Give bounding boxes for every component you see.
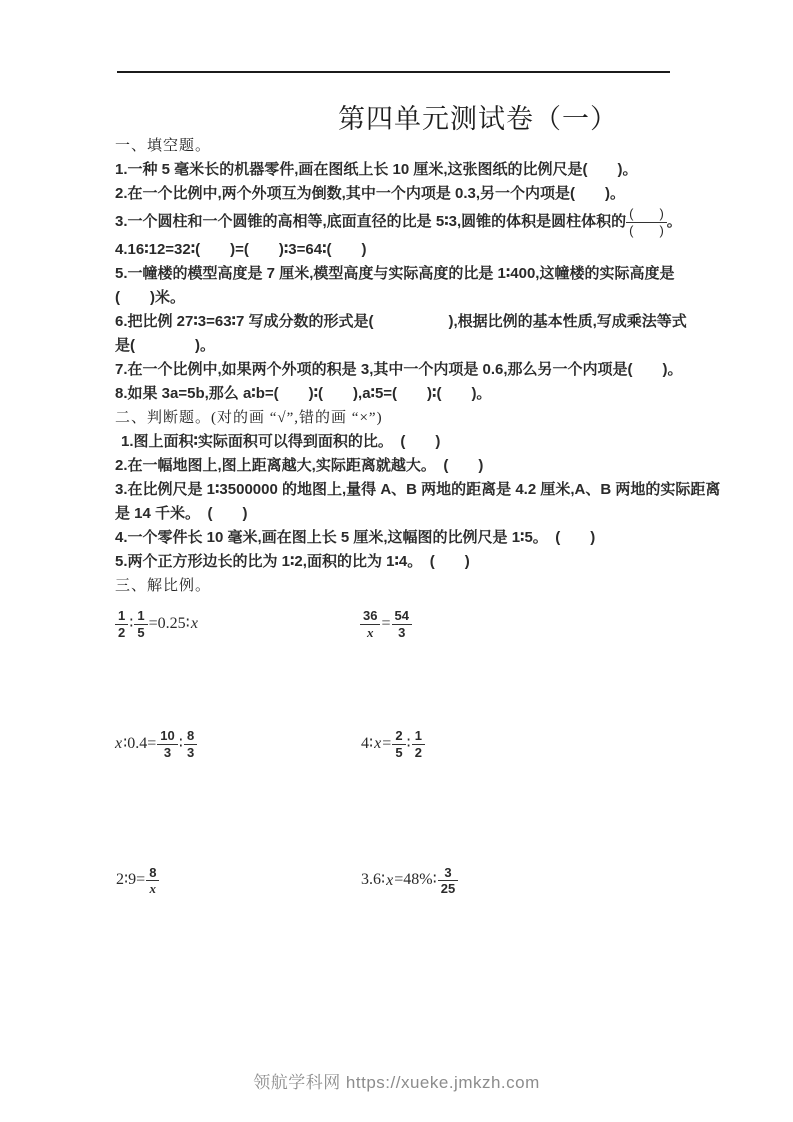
paper-content [115,134,721,897]
fraction-denominator: 2 [118,624,126,640]
equation-text: 2∶9= [116,871,146,889]
equation-text: 4∶ [361,735,374,753]
fraction [184,728,197,760]
solve-equation-3 [115,728,360,760]
fraction-numerator: 2 [392,728,405,745]
fraction-numerator: 54 [392,608,412,625]
blank-fraction-denominator: ( ) [629,222,664,238]
fraction-denominator: 3 [398,624,406,640]
fraction-denominator: x [149,881,157,897]
judge-q3-line2: 是 14 千米。 ( ) [115,505,248,523]
fraction-numerator: 8 [184,728,197,745]
fraction-denominator: 5 [137,624,145,640]
fill-q7: 7.在一个比例中,如果两个外项的积是 3,其中一个内项是 0.6,那么另一个内项是( )。 [115,361,683,379]
fraction [146,865,159,897]
fraction-numerator: 10 [157,728,177,745]
fraction [115,608,128,640]
fill-q6-line2: 是( )。 [115,337,215,355]
fraction [438,865,458,897]
judge-q5: 5.两个正方形边长的比为 1∶2,面积的比为 1∶4。 ( ) [115,553,470,571]
fraction-numerator: 36 [360,608,380,625]
judge-q4: 4.一个零件长 10 毫米,画在图上长 5 厘米,这幅图的比例尺是 1∶5。 ( ) [115,529,596,547]
equation-operator: ∶ [129,614,134,632]
judge-q2: 2.在一幅地图上,图上距离越大,实际距离就越大。 ( ) [115,457,484,475]
fill-q1: 1.一种 5 毫米长的机器零件,画在图纸上长 10 厘米,这张图纸的比例尺是( )。 [115,161,638,178]
fraction-denominator: 3 [163,744,172,760]
equation-row-2 [115,728,693,760]
fill-q4: 4.16∶12=32∶( )=( )∶3=64∶( ) [115,241,367,259]
fill-q3-tail: 。 [666,213,682,231]
fill-q6-line1: 6.把比例 27∶3=63∶7 写成分数的形式是( ),根据比例的基本性质,写成乘法等式 [115,313,687,331]
judge-section-heading: 二、判断题。(对的画 “√”,错的画 “×”) [115,410,383,427]
fill-q8: 8.如果 3a=5b,那么 a∶b=( )∶( ),a∶5=( )∶( )。 [115,385,492,403]
fraction-numerator: 3 [438,865,458,882]
solve-equation-1 [115,608,360,640]
equation-variable: x [190,614,198,632]
equation-operator: ∶ [178,735,183,753]
solve-equation-2 [360,608,693,640]
equation-text: ∶0.4= [123,735,157,753]
fraction-denominator: 5 [395,744,403,760]
judge-q1: 1.图上面积∶实际面积可以得到面积的比。 ( ) [121,433,441,451]
equation-variable: x [374,735,382,753]
equation-text: 3.6∶ [361,871,386,889]
fraction-denominator: 3 [186,744,195,760]
equation-variable: x [386,871,394,889]
solve-equation-6 [360,865,693,897]
solve-equation-4 [360,728,693,760]
header-rule [117,71,670,73]
fill-q3 [115,206,693,238]
fraction-denominator: 2 [414,744,422,760]
fraction [412,728,425,760]
fraction-numerator: 8 [146,865,159,882]
fraction [134,608,147,640]
equation-operator: ∶ [406,735,411,753]
fraction-numerator: 1 [412,728,425,745]
page-title: 第四单元测试卷（一） [338,104,618,134]
solve-equation-5 [115,865,360,897]
fill-q5-line2: ( )米。 [115,289,185,307]
fraction-denominator: 25 [440,881,456,897]
fill-q3-text: 3.一个圆柱和一个圆锥的高相等,底面直径的比是 5∶3,圆锥的体积是圆柱体积的 [115,213,627,231]
fraction-denominator: x [366,624,374,640]
equation-operator: = [381,614,391,632]
fill-q2: 2.在一个比例中,两个外项互为倒数,其中一个内项是 0.3,另一个内项是( )。 [115,185,626,202]
fraction-numerator: 1 [115,608,128,625]
fraction [157,728,177,760]
fill-q5-line1: 5.一幢楼的模型高度是 7 厘米,模型高度与实际高度的比是 1∶400,这幢楼的实际高度是 [115,265,675,283]
fraction [392,608,412,640]
fill-section-heading: 一、填空题。 [115,138,212,154]
fraction-numerator: 1 [134,608,147,625]
footer-watermark: 领航学科网 https://xueke.jmkzh.com [253,1073,540,1092]
equation-row-1 [115,608,693,640]
blank-fraction [626,206,667,238]
fraction [392,728,405,760]
solve-section-heading: 三、解比例。 [115,578,212,595]
equation-text: = [382,735,392,753]
equation-text: =48%∶ [394,871,437,889]
equation-row-3 [115,865,693,897]
fraction [360,608,380,640]
judge-q3-line1: 3.在比例尺是 1∶3500000 的地图上,量得 A、B 两地的距离是 4.2 厘米,A、B 两地的实际距离 [115,481,721,499]
equation-variable: x [115,735,123,753]
blank-fraction-numerator: ( ) [626,206,667,223]
equation-text: =0.25∶ [148,614,190,632]
